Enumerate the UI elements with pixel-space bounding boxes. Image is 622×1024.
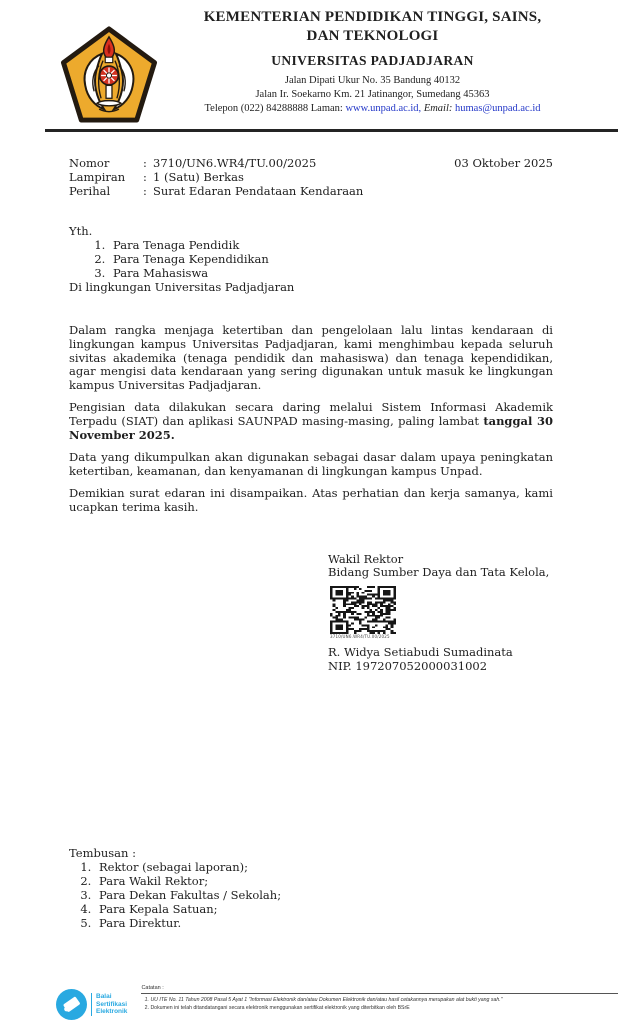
deadline-text: tanggal 30 November 2025. [69,414,553,442]
phone-label: Telepon (022) 84288888 Laman: [204,103,343,115]
meta-row-lampiran [69,171,553,185]
bsre-logo [56,989,127,1020]
body-paragraph-1: Dalam rangka menjaga ketertiban dan pengelolaan lalu lintas kendaraan di lingkungan kampus Universitas Padjadjaran, kami menghimbau kepada seluruh sivitas akademika (tenaga pendidik dan mahasiswa) dan tenaga kependidikan, agar mengisi data kendaraan yang sering digunakan untuk masuk ke lingkungan kampus Universitas Padjadjaran. [69,323,553,392]
bsre-logo-text [91,993,127,1016]
meta-value-perihal: Surat Edaran Pendataan Kendaraan [153,183,364,198]
catatan-divider [141,993,618,994]
signature-block [328,553,622,674]
recipient-closing: Di lingkungan Universitas Padjadjaran [69,280,295,295]
email-link[interactable]: humas@unpad.ac.id [455,103,541,115]
meta-colon: : [143,169,147,184]
email-label: Email: [423,103,453,115]
tembusan-item: 4. Para Kepala Satuan; [95,902,281,916]
tembusan-block [69,846,281,930]
recipient-item: 2. Para Tenaga Kependidikan [109,252,553,266]
signer-title-line1: Wakil Rektor [328,551,404,566]
tembusan-item: 1. Rektor (sebagai laporan); [95,860,281,874]
signer-name: R. Widya Setiabudi Sumadinata [328,644,513,659]
tembusan-list [69,860,281,930]
address-line1: Jalan Dipati Ukur No. 35 Bandung 40132 [284,75,461,87]
body-paragraph-3: Data yang dikumpulkan akan digunakan sebagai dasar dalam upaya peningkatan ketertiban, keamanan, dan kenyamanan di lingkungan kampus Unpad. [69,450,553,478]
body-paragraph-2 [69,401,553,442]
bsre-footer [56,985,618,1020]
catatan-note: 2. Dokumen ini telah ditandatangani secara elektronik menggunakan sertifikat elektronik yang diterbitkan oleh BSrE [150,1004,618,1012]
contact-line [150,102,595,116]
recipient-list [69,238,553,280]
recipient-block [69,224,553,294]
header-divider [45,129,618,132]
catatan-label: Catatan : [141,985,164,991]
address-line2: Jalan Ir. Soekarno Km. 21 Jatinangor, Sumedang 45363 [255,89,490,101]
meta-value-lampiran: 1 (Satu) Berkas [153,169,244,184]
meta-row-perihal [69,185,553,199]
signer-title-line2: Bidang Sumber Daya dan Tata Kelola, [328,565,550,580]
university-name: UNIVERSITAS PADJADJARAN [271,53,474,69]
catatan-notes [141,996,618,1013]
meta-label: Lampiran [69,169,126,184]
letter-meta [69,157,553,198]
tembusan-item: 2. Para Wakil Rektor; [95,874,281,888]
website-link[interactable]: www.unpad.ac.id, [345,103,422,115]
catatan-note: 1. UU ITE No. 11 Tahun 2008 Pasal 5 Ayat 1 "Informasi Elektronik dan/atau Dokumen Elektronik dan/atau hasil cetakannya merupakan alat bukti yang sah." [150,996,618,1004]
meta-label: Perihal [69,183,111,198]
recipient-salutation: Yth. [69,224,93,239]
tembusan-item: 3. Para Dekan Fakultas / Sekolah; [95,888,281,902]
tembusan-title: Tembusan : [69,846,136,860]
ministry-name-line2: DAN TEKNOLOGI [306,28,439,45]
letterhead [0,0,622,124]
meta-colon: : [143,156,147,170]
meta-colon: : [143,183,147,198]
bsre-text-line: Elektronik [96,1008,128,1016]
recipient-item: 1. Para Tenaga Pendidik [109,238,553,252]
qr-code [330,586,396,634]
bsre-text-line: Balai [96,992,112,1000]
meta-value-nomor: 3710/UN6.WR4/TU.00/2025 [153,156,317,170]
paragraph-2-text: Pengisian data dilakukan secara daring melalui Sistem Informasi Akademik Terpadu (SIAT) dan aplikasi SAUNPAD masing-masing, paling lambat [69,400,553,429]
unpad-university-logo [56,26,162,125]
bsre-text-line: Sertifikasi [96,1000,128,1008]
catatan-block [141,985,618,1013]
letter-date: 03 Oktober 2025 [454,156,553,170]
qr-caption: 3710/UN6.WR4/TU.00/2025 [330,634,390,640]
ministry-name-line1: KEMENTERIAN PENDIDIKAN TINGGI, SAINS, [203,9,542,25]
signer-nip: NIP. 197207052000031002 [328,658,488,673]
meta-label: Nomor [69,156,110,170]
body-paragraph-4: Demikian surat edaran ini disampaikan. Atas perhatian dan kerja samanya, kami ucapkan terima kasih. [69,486,553,514]
tembusan-item: 5. Para Direktur. [95,916,281,930]
recipient-item: 3. Para Mahasiswa [109,266,553,280]
bsre-logo-icon [56,989,87,1020]
